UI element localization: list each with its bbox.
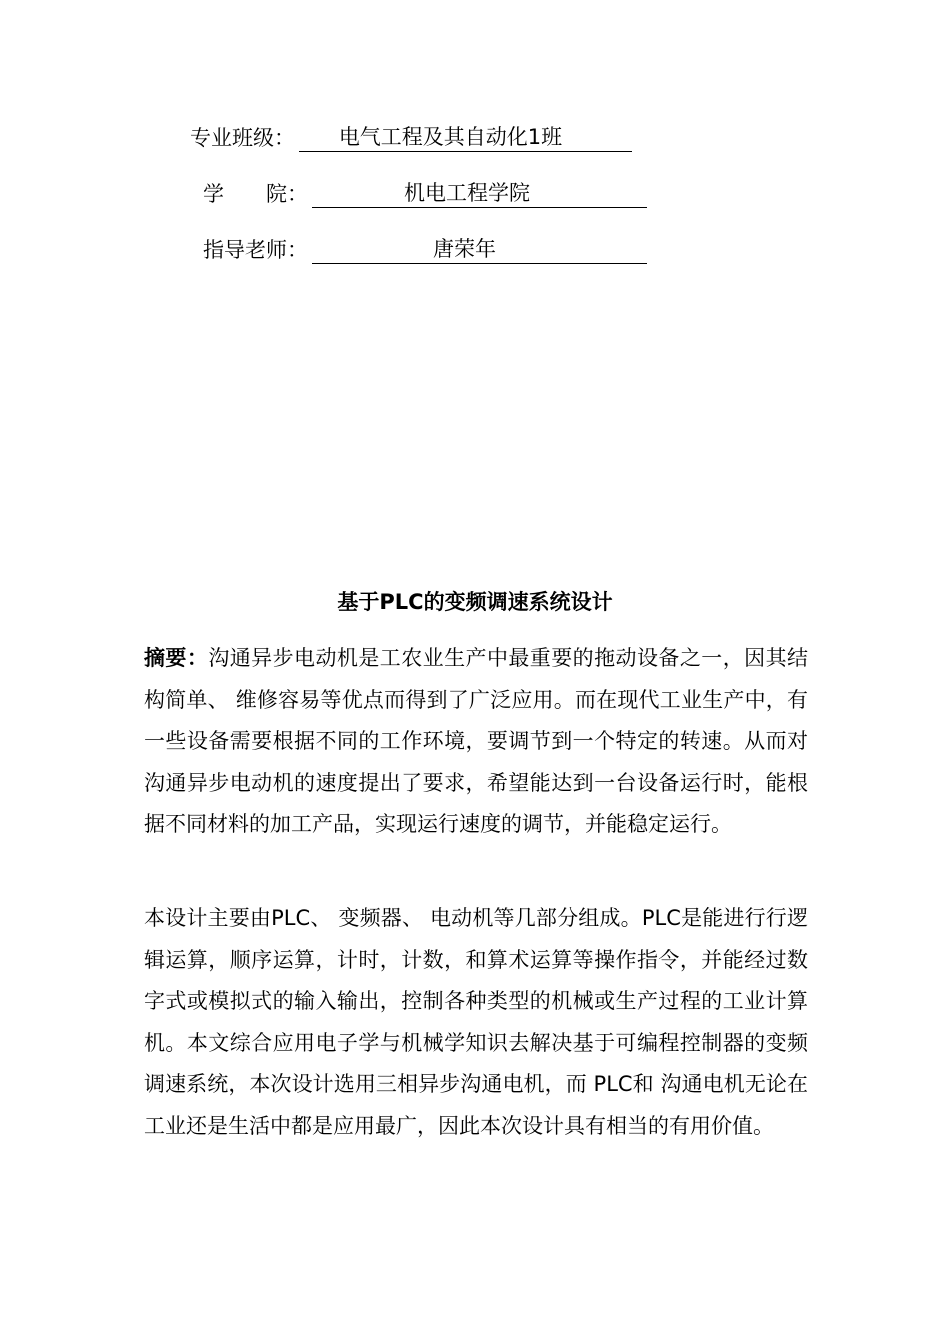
college-label: 学 院： [203, 182, 308, 206]
advisor-label: 指导老师： [203, 238, 308, 262]
abstract-label: 摘要： [144, 646, 209, 670]
body-paragraph: 本设计主要由PLC、 变频器、 电动机等几部分组成。PLC是能进行行逻辑运算，顺序运算，计时，计数，和算术运算等操作指令，并能经过数字式或模拟式的输入输出，控制各种类型的机械或生产过程的工业计算机。本文综合应用电子学与机械学知识去解决基于可编程控制器的变频调速系统，本次设计选用三相异步沟通电机，而 PLC和 沟通电机无论在工业还是生活中都是应用最广，因此本次设计具有相当的有用价值。 [144, 906, 808, 1138]
major-class-label: 专业班级： [190, 126, 295, 150]
college-row [203, 174, 647, 208]
document-title: 基于PLC的变频调速系统设计 [337, 590, 613, 614]
major-class-row [190, 118, 632, 152]
abstract-text: 沟通异步电动机是工农业生产中最重要的拖动设备之一，因其结构简单、 维修容易等优点而得到了广泛应用。而在现代工业生产中，有一些设备需要根据不同的工作环境，要调节到一个特定的转速。从而对沟通异步电动机的速度提出了要求，希望能达到一台设备运行时，能根据不同材料的加工产品，实现运行速度的调节，并能稳定运行。 [144, 646, 809, 836]
abstract-paragraph [144, 638, 808, 846]
college-value: 机电工程学院 [312, 180, 647, 208]
major-class-value: 电气工程及其自动化1班 [299, 124, 632, 152]
advisor-row [203, 230, 647, 264]
advisor-value: 唐荣年 [312, 236, 647, 264]
